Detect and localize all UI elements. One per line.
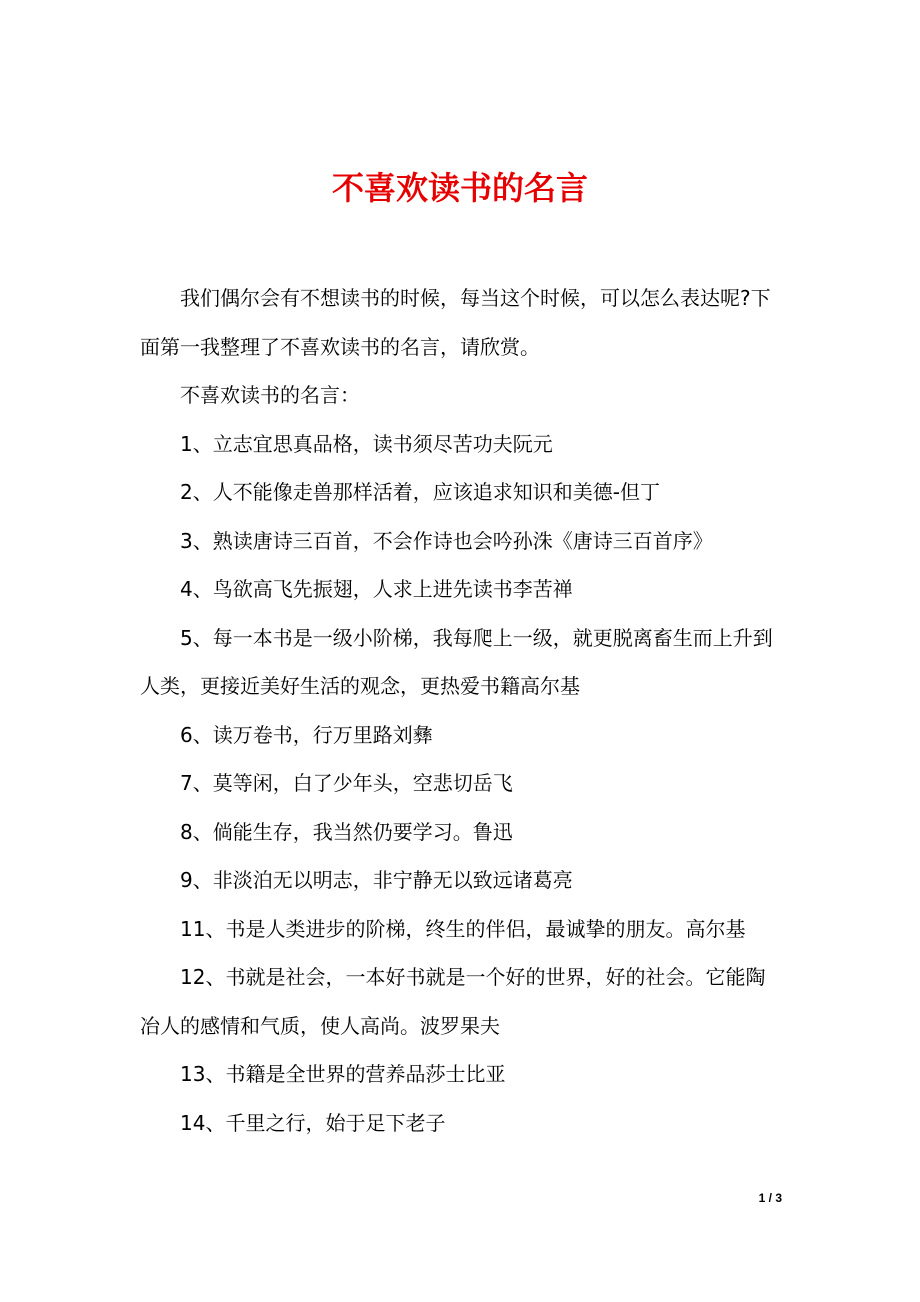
quote-item: 12、书就是社会，一本好书就是一个好的世界，好的社会。它能陶冶人的感情和气质，使人高尚。波罗果夫	[140, 965, 766, 1038]
document-title: 不喜欢读书的名言	[331, 169, 588, 208]
quote-item: 3、熟读唐诗三百首，不会作诗也会吟孙洙《唐诗三百首序》	[180, 528, 713, 553]
quote-item: 6、读万卷书，行万里路刘彝	[180, 722, 433, 747]
quote-item: 9、非淡泊无以明志，非宁静无以致远诸葛亮	[180, 868, 573, 892]
quote-item: 11、书是人类进步的阶梯，终生的伴侣，最诚挚的朋友。高尔基	[180, 916, 746, 941]
quote-item: 4、鸟欲高飞先振翅，人求上进先读书李苦禅	[180, 577, 573, 601]
quote-item: 2、人不能像走兽那样活着，应该追求知识和美德-但丁	[180, 480, 660, 504]
quote-item: 1、立志宜思真品格，读书须尽苦功夫阮元	[180, 431, 553, 456]
paragraph-heading: 不喜欢读书的名言：	[180, 383, 360, 407]
quote-item: 5、每一本书是一级小阶梯，我每爬上一级，就更脱离畜生而上升到人类，更接近美好生活的观念，更热爱书籍高尔基	[140, 625, 773, 698]
quote-item: 13、书籍是全世界的营养品莎士比亚	[180, 1062, 506, 1086]
quote-item: 14、千里之行，始于足下老子	[180, 1110, 446, 1135]
paragraph-intro: 我们偶尔会有不想读书的时候，每当这个时候，可以怎么表达呢?下面第一我整理了不喜欢读书的名言，请欣赏。	[140, 286, 771, 359]
document-body	[140, 274, 782, 1147]
page-number: 1 / 3	[758, 1191, 782, 1205]
quote-item: 8、倘能生存，我当然仍要学习。鲁迅	[180, 819, 513, 844]
quote-item: 7、莫等闲，白了少年头，空悲切岳飞	[180, 771, 513, 795]
